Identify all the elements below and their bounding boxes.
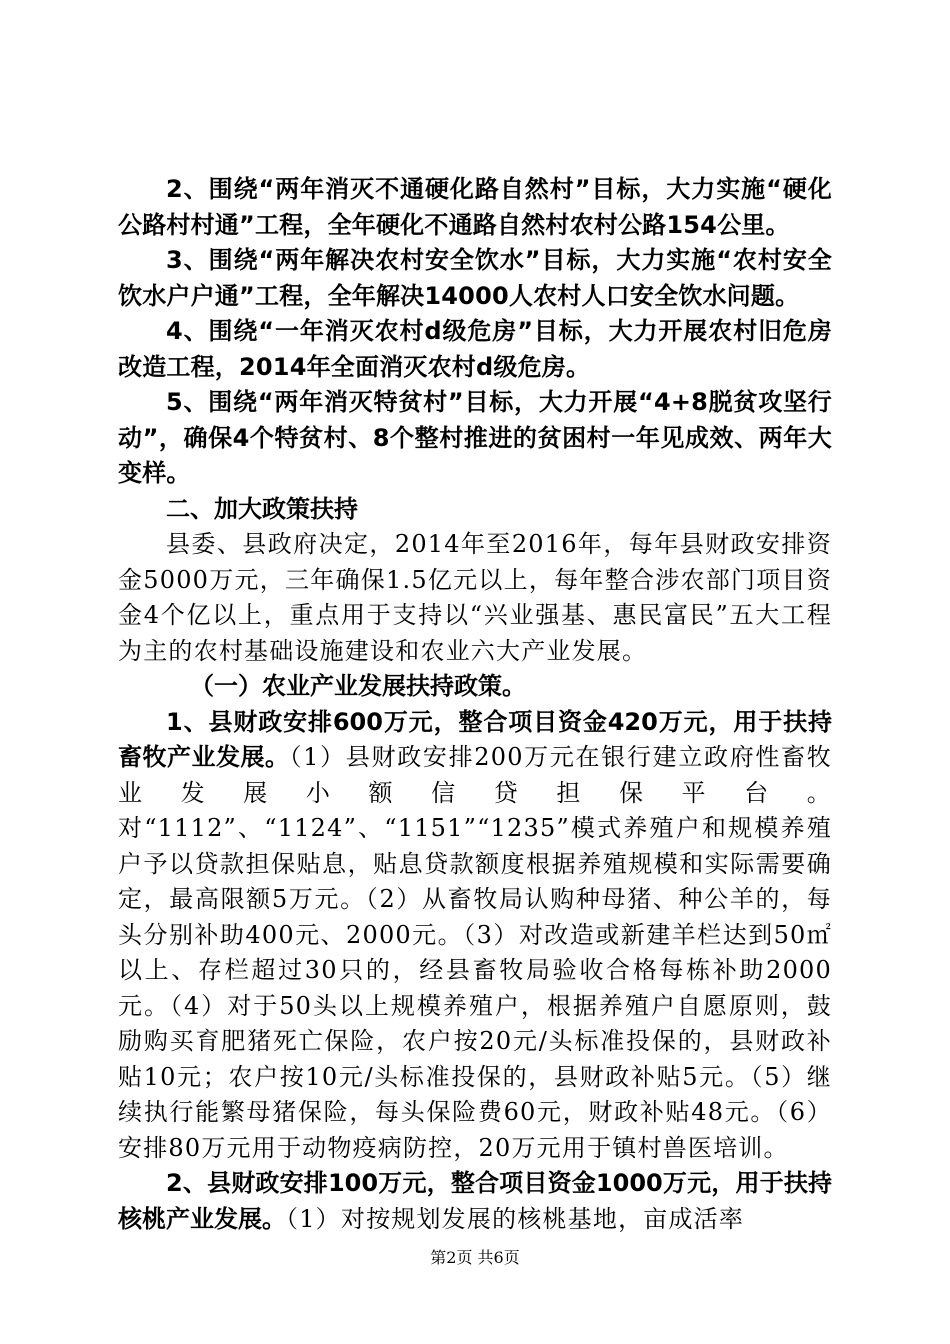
paragraph-item-4: 4、围绕“一年消灭农村d级危房”目标，大力开展农村旧危房改造工程，2014年全面消灭农村d级危房。: [118, 317, 832, 381]
page-footer: 第2页 共6页: [430, 1248, 520, 1267]
policy-1-lead: 1、县财政安排600万元，整合项目资金420万元，用于扶持畜牧产业发展。: [118, 707, 832, 771]
policy-2-body: （1）对按规划发展的核桃基地，亩成活率: [286, 1204, 745, 1233]
section-body: 县委、县政府决定，2014年至2016年，每年县财政安排资金5000万元，三年确保1.5亿元以上，每年整合涉农部门项目资金4个亿以上，重点用于支持以“兴业强基、惠民富民”五大工程为主的农村基础设施建设和农业六大产业发展。: [118, 530, 832, 665]
policy-1-body: （1）县财政安排200万元在银行建立政府性畜牧业发展小额信贷担保平台。对“1112”、“1124”、“1151”“1235”模式养殖户和规模养殖户予以贷款担保贴息，贴息贷款额度根据养殖规模和实际需要确定，最高限额5万元。（2）从畜牧局认购种母猪、种公羊的，每头分别补助400元、2000元。（3）对改造或新建羊栏达到50㎡以上、存栏超过30只的，经县畜牧局验收合格每栋补助2000元。（4）对于50头以上规模养殖户，根据养殖户自愿原则，鼓励购买育肥猪死亡保险，农户按20元/头标准投保的，县财政补贴10元；农户按10元/头标准投保的，县财政补贴5元。（5）继续执行能繁母猪保险，每头保险费60元，财政补贴48元。（6）安排80万元用于动物疫病防控，20万元用于镇村兽医培训。: [118, 743, 832, 1162]
paragraph-item-5: 5、围绕“两年消灭特贫村”目标，大力开展“4+8脱贫攻坚行动”，确保4个特贫村、8个整村推进的贫困村一年见成效、两年大变样。: [118, 388, 832, 487]
policy-paragraph-2: [118, 1166, 832, 1237]
paragraph-item-2: 2、围绕“两年消灭不通硬化路自然村”目标，大力实施“硬化公路村村通”工程，全年硬化不通路自然村农村公路154公里。: [118, 175, 832, 239]
policy-2-lead: 2、县财政安排100万元，整合项目资金1000万元，用于扶持核桃产业发展。: [118, 1169, 832, 1233]
policy-paragraph-1: [118, 705, 832, 1167]
document-body: [118, 172, 832, 1237]
subsection-heading: （一）农业产业发展扶持政策。: [190, 672, 526, 700]
section-heading: 二、加大政策扶持: [166, 494, 358, 523]
paragraph-item-3: 3、围绕“两年解决农村安全饮水”目标，大力实施“农村安全饮水户户通”工程，全年解决14000人农村人口安全饮水问题。: [118, 246, 832, 310]
